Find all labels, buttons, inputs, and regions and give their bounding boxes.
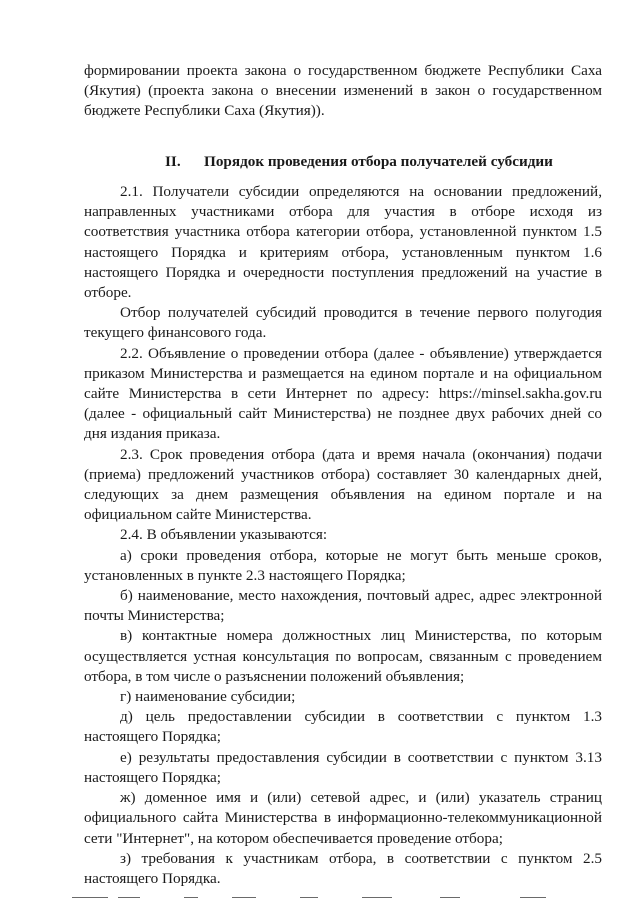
paragraph-2-3: 2.3. Срок проведения отбора (дата и время начала (окончания) подачи (приема) предложений участников отбора) составляет 30 календарных дней, следующих за днем размещения объявления на едином портале и на официальном сайте Министерства. <box>84 445 602 524</box>
list-item-g: г) наименование субсидии; <box>120 688 296 706</box>
list-item-z: з) требования к участникам отбора, в соответствии с пунктом 2.5 настоящего Порядка. <box>84 849 602 887</box>
scan-mark <box>520 897 546 898</box>
scan-mark <box>440 897 460 898</box>
list-item-b: б) наименование, место нахождения, почтовый адрес, адрес электронной почты Министерства; <box>84 587 602 625</box>
paragraph-2-2: 2.2. Объявление о проведении отбора (далее - объявление) утверждается приказом Министерства и размещается на едином портале и на официальном сайте Министерства в сети Интернет по адресу: https://minsel.sakha.gov.ru (далее - официальный сайт Министерства) не позднее двух рабочих дней со дня издания приказа. <box>84 344 602 443</box>
intro-paragraph: формировании проекта закона о государственном бюджете Республики Саха (Якутия) (проекта закона о внесении изменений в закон о государственном бюджете Республики Саха (Якутия)). <box>84 62 602 120</box>
paragraph-selection-period: Отбор получателей субсидий проводится в течение первого полугодия текущего финансового года. <box>84 304 602 342</box>
paragraph-2-1: 2.1. Получатели субсидии определяются на основании предложений, направленных участниками отбора для участия в отборе исходя из соответствия участника отбора категории отбора, установленной пунктом 1.5 настоящего Порядка и критериям отбора, установленным пунктом 1.6 настоящего Порядка и очередности поступления предложений на участие в отборе. <box>84 183 602 302</box>
scan-mark <box>72 897 108 898</box>
scan-mark <box>184 897 198 898</box>
section-title: Порядок проведения отбора получателей субсидии <box>204 153 553 170</box>
scan-mark <box>232 897 256 898</box>
list-item-v: в) контактные номера должностных лиц Министерства, по которым осуществляется устная консультация по вопросам, связанным с проведением отбора, в том числе о разъяснении положений объявления; <box>84 627 602 685</box>
list-item-d: д) цель предоставлении субсидии в соответствии с пунктом 1.3 настоящего Порядка; <box>84 708 602 746</box>
list-item-e: е) результаты предоставления субсидии в соответствии с пунктом 3.13 настоящего Порядка; <box>84 748 602 786</box>
scan-mark <box>300 897 318 898</box>
paragraph-2-4: 2.4. В объявлении указываются: <box>120 526 328 544</box>
list-item-a: а) сроки проведения отбора, которые не могут быть меньше сроков, установленных в пункте 2.3 настоящего Порядка; <box>84 546 602 584</box>
section-number: II. <box>165 153 181 170</box>
list-item-zh: ж) доменное имя и (или) сетевой адрес, и (или) указатель страниц официального сайта Министерства в информационно-телекоммуникационной сети "Интернет", на котором обеспечивается проведение отбора; <box>84 789 602 847</box>
section-body <box>84 182 602 889</box>
scan-edge-marks <box>0 897 640 905</box>
scan-mark <box>362 897 392 898</box>
scan-mark <box>118 897 140 898</box>
